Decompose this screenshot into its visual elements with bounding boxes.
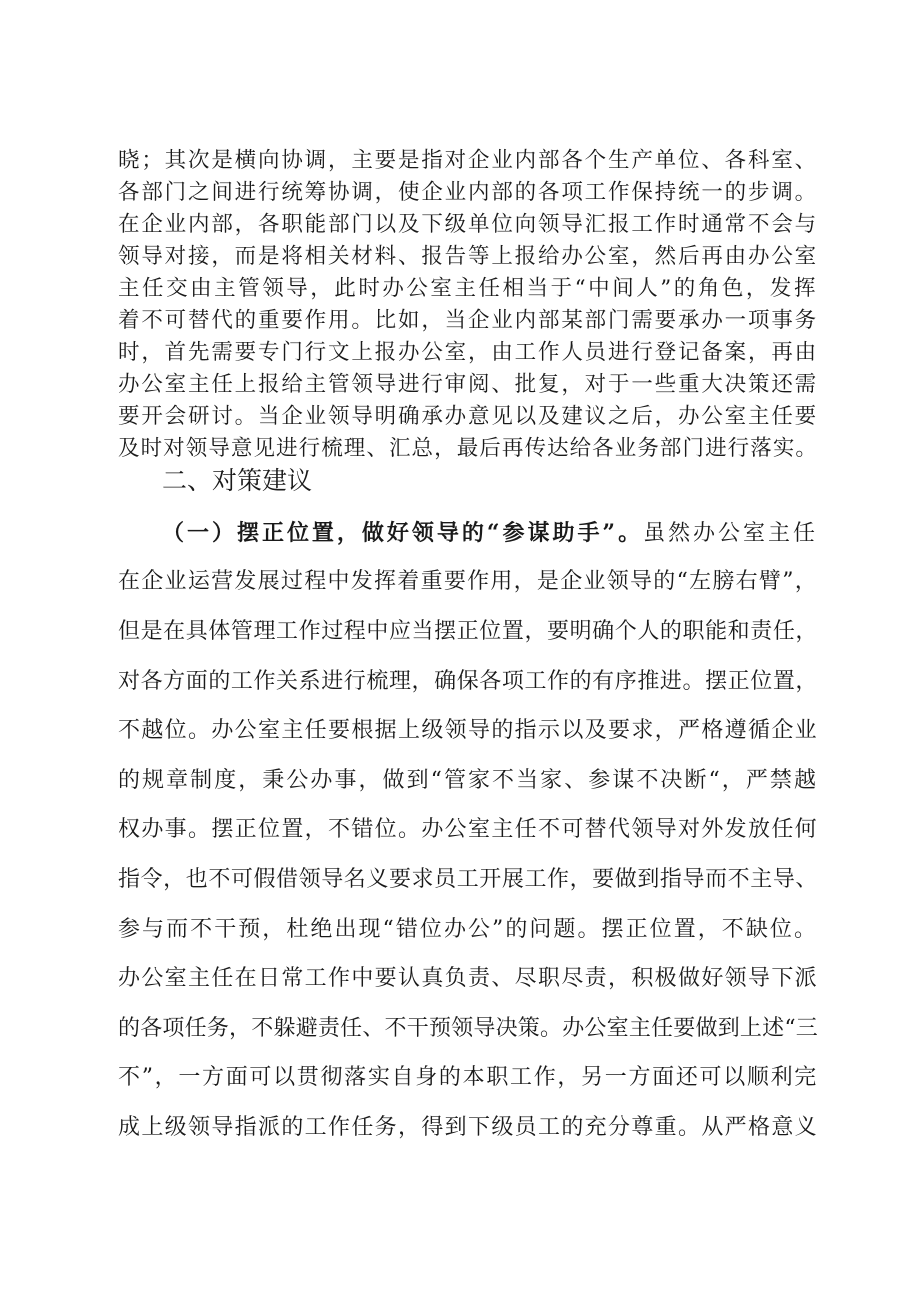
paragraph1-line-7: 时，首先需要专门行文上报办公室，由工作人员进行登记备案，再由	[118, 340, 818, 365]
paragraph1-line-4: 领导对接，而是将相关材料、报告等上报给办公室，然后再由办公室	[118, 244, 818, 269]
paragraph2-line-12: 不”，一方面可以贯彻落实自身的本职工作，另一方面还可以顺利完	[118, 1065, 818, 1090]
paragraph2-line-1	[162, 518, 818, 549]
paragraph1-line-8: 办公室主任上报给主管领导进行审阅、批复，对于一些重大决策还需	[118, 372, 818, 397]
paragraph2-line-7: 权办事。摆正位置，不错位。办公室主任不可替代领导对外发放任何	[118, 817, 818, 842]
paragraph2-line-8: 指令，也不可假借领导名义要求员工开展工作，要做到指导而不主导、	[118, 867, 818, 892]
paragraph1-line-6: 着不可替代的重要作用。比如，当企业内部某部门需要承办一项事务	[118, 308, 818, 333]
paragraph1-line-10: 及时对领导意见进行梳理、汇总，最后再传达给各业务部门进行落实。	[118, 436, 818, 461]
paragraph2-line-5: 不越位。办公室主任要根据上级领导的指示以及要求，严格遵循企业	[118, 718, 818, 743]
paragraph1-line-5: 主任交由主管领导，此时办公室主任相当于“中间人”的角色，发挥	[118, 276, 818, 301]
paragraph2-line-3: 但是在具体管理工作过程中应当摆正位置，要明确个人的职能和责任，	[118, 619, 818, 644]
paragraph2-first-line-rest: 虽然办公室主任	[643, 521, 818, 546]
paragraph1-line-3: 在企业内部，各职能部门以及下级单位向领导汇报工作时通常不会与	[118, 212, 818, 237]
paragraph2-bold-lead: （一）摆正位置，做好领导的“参谋助手”。	[162, 520, 644, 546]
paragraph2-line-2: 在企业运营发展过程中发挥着重要作用，是企业领导的“左膀右臂”，	[118, 569, 818, 594]
paragraph2-line-9: 参与而不干预，杜绝出现“错位办公”的问题。摆正位置，不缺位。	[118, 917, 818, 942]
paragraph2-line-4: 对各方面的工作关系进行梳理，确保各项工作的有序推进。摆正位置，	[118, 669, 818, 694]
paragraph2-line-6: 的规章制度，秉公办事，做到“管家不当家、参谋不决断“，严禁越	[118, 768, 818, 793]
paragraph1-line-2: 各部门之间进行统筹协调，使企业内部的各项工作保持统一的步调。	[118, 180, 818, 205]
paragraph1-line-1: 晓；其次是横向协调，主要是指对企业内部各个生产单位、各科室、	[118, 148, 818, 173]
paragraph1-line-9: 要开会研讨。当企业领导明确承办意见以及建议之后，办公室主任要	[118, 404, 818, 429]
paragraph2-line-13: 成上级领导指派的工作任务，得到下级员工的充分尊重。从严格意义	[118, 1115, 818, 1140]
paragraph2-line-11: 的各项任务，不躲避责任、不干预领导决策。办公室主任要做到上述“三	[118, 1016, 818, 1041]
section-heading: 二、对策建议	[162, 466, 313, 495]
paragraph2-line-10: 办公室主任在日常工作中要认真负责、尽职尽责，积极做好领导下派	[118, 966, 818, 991]
